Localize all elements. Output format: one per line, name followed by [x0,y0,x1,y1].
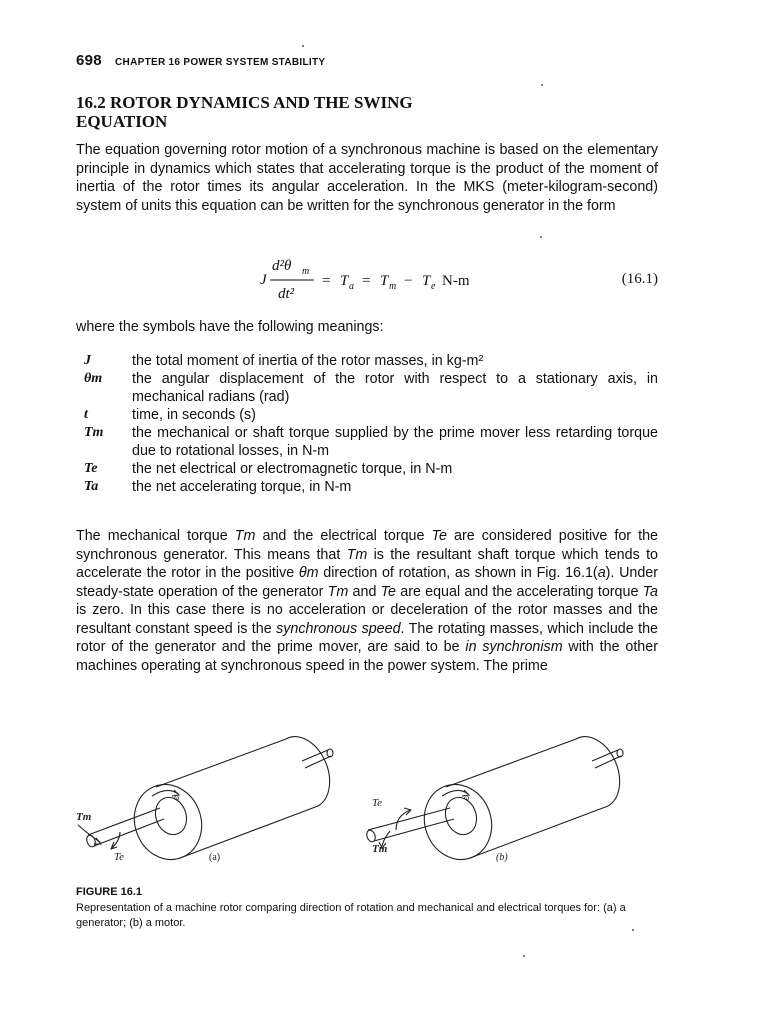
figure-caption-label: FIGURE 16.1 [76,886,143,898]
body-text: and the electrical torque [255,528,432,544]
eq-equals-1: = [322,273,331,289]
eq-minus: − [404,273,413,289]
eq-ta: T [340,273,349,289]
shaft-front [94,819,164,846]
body-text: is zero. In this case there is no acceleration or deceleration of the rotor masses and the resultant constant speed is the [76,602,658,637]
symbol-definition: the net accelerating torque, in N-m [132,479,352,495]
eq-denominator: dt² [278,286,295,302]
eq-unit: N-m [442,273,470,289]
section-title: 16.2 ROTOR DYNAMICS AND THE SWING EQUATION [76,93,413,131]
torque-symbol: Te [431,528,447,544]
symbol-row [76,460,658,478]
eq-equals-2: = [362,273,371,289]
symbol-definition: time, in seconds (s) [132,407,256,423]
eq-numerator-sub: m [302,266,310,277]
scan-speck [632,929,634,931]
eq-tm-sub: m [389,281,397,292]
symbol-name: Ta [84,479,99,494]
equation-16-1 [76,252,658,306]
omega-label: ω [174,793,180,802]
panel-label: (b) [496,852,508,863]
torque-symbol: Tm [234,528,256,544]
scan-speck [541,84,543,86]
rotor-hub [150,793,191,839]
swing-equation [258,252,578,306]
torque-symbol: Ta [642,583,659,600]
torque-symbol: Tm [346,546,368,563]
symbol-name: Te [84,461,98,476]
eq-coefficient-j: J [260,272,267,288]
symbol-row [76,352,658,370]
symbol-name: θm [84,371,103,386]
symbol-definition: the mechanical or shaft torque supplied by the prime mover less retarding torque due to rotational losses, in N-m [132,425,658,459]
scan-speck [302,45,304,47]
body-paragraph [76,527,658,675]
rotor-figure [76,728,676,878]
rotor-motor-panel [365,737,623,869]
eq-numerator: d²θ [272,258,292,274]
panel-label: (a) [209,852,221,863]
symbol-name: J [84,353,91,368]
rotor-end-face [124,775,212,869]
torque-symbol: Tm [327,583,349,600]
symbol-definition: the net electrical or electromagnetic torque, in N-m [132,461,453,477]
intro-paragraph: The equation governing rotor motion of a synchronous machine is based on the elementary principle in dynamics which states that accelerating torque is the product of the moment of inertia of the rotor times its angular acceleration. In the MKS (meter-kilogram-second) system of units this equation can be written for the synchronous generator in the form [76,142,658,214]
torque-symbol: Te [380,583,397,600]
symbol-definition: the angular displacement of the rotor with respect to a stationary axis, in mechanical radians (rad) [132,371,658,405]
te-label: Te [372,797,382,809]
equation-number: (16.1) [621,271,658,287]
body-text: are considered positive for the synchronous generator. This means that [76,528,658,563]
rotor-cylinder [446,737,620,858]
shaft-front [374,819,454,841]
rotor-cylinder [156,737,330,858]
symbol-row [76,478,658,496]
page-number: 698 [76,52,102,69]
te-label: Te [114,851,124,863]
symbol-definition: the total moment of inertia of the rotor masses, in kg-m² [132,353,484,369]
symbols-intro: where the symbols have the following meanings: [76,319,384,335]
symbol-name: t [84,407,88,422]
body-text: are equal and the accelerating torque [396,583,643,600]
symbol-row [76,370,658,406]
rotor-hub [440,793,481,839]
tm-label: Tm [76,811,92,823]
chapter-title: CHAPTER 16 POWER SYSTEM STABILITY [115,57,326,68]
symbol-name: Tm [84,425,104,440]
omega-label: ω [464,793,470,802]
emphasis: synchronous speed [276,620,401,637]
angle-symbol: θm [298,565,319,581]
body-text: and [348,583,381,600]
eq-ta-sub: a [349,281,354,292]
eq-te-sub: e [431,281,436,292]
te-arrow [112,832,120,848]
symbol-row [76,406,658,424]
body-text: ). Under steady-state operation of the generator [76,565,659,600]
symbol-row [76,424,658,460]
running-head [76,52,325,69]
body-text: . The rotating masses, which include the rotor of the generator and the prime mover, are said to be [76,620,658,655]
shaft-end [617,749,623,757]
figure-caption-text: Representation of a machine rotor comparing direction of rotation and mechanical and electrical torques for: (a) a generator; (b) a motor. [76,902,626,929]
shaft-front [88,808,160,835]
body-text: The mechanical torque [76,528,235,544]
emphasis: in synchronism [465,639,563,655]
eq-te: T [422,273,431,289]
eq-tm: T [380,273,389,289]
symbol-list [76,352,658,496]
rotor-end-face [414,775,502,869]
figure-ref: a [597,565,606,581]
body-text: direction of rotation, as shown in Fig. 16.1( [318,565,598,581]
rotor-generator-panel [76,737,333,869]
tm-label: Tm [372,843,388,855]
body-text: is the resultant shaft torque which tends to accelerate the rotor in the positive [76,546,658,581]
body-text: with the other machines operating at synchronous speed in the power system. The prime [76,639,658,674]
shaft-end [327,749,333,757]
scan-speck [540,236,542,238]
scan-speck [523,955,525,957]
